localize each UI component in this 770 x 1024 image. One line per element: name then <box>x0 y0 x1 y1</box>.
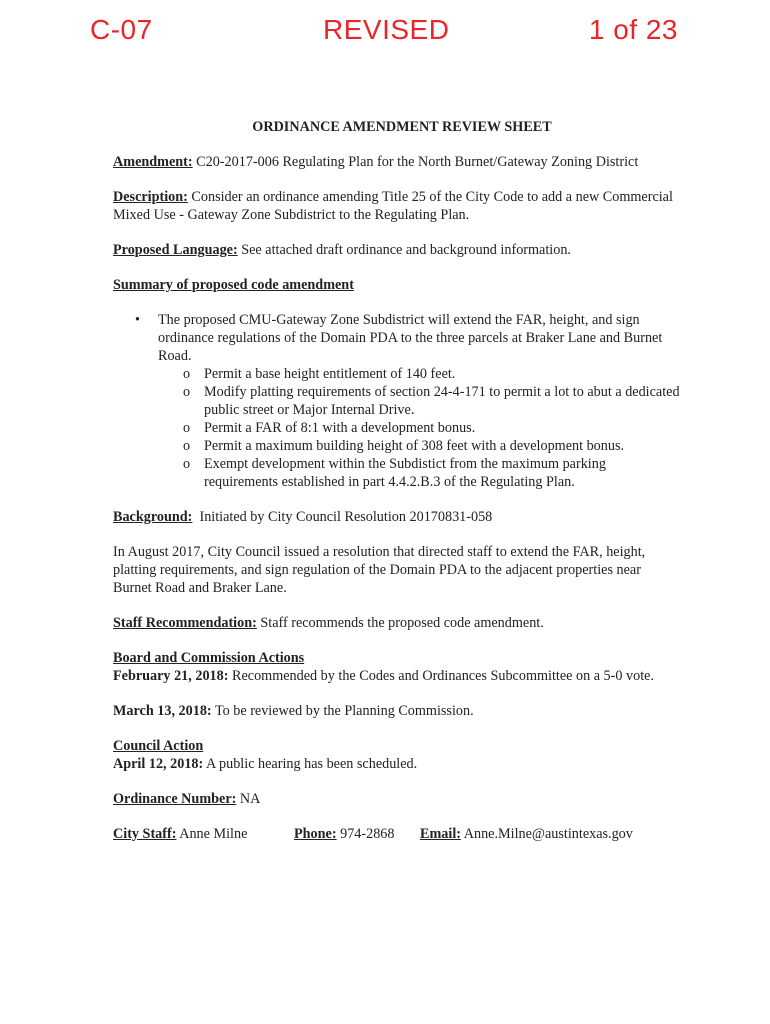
bullet-icon: • <box>135 312 140 328</box>
sub-item-text: Modify platting requirements of section 24-4-171 to permit a lot to abut a dedicated public street or Major Internal Drive. <box>204 384 680 418</box>
contact-line <box>113 825 683 843</box>
phone-value: 974-2868 <box>340 826 395 842</box>
sub-item-text: Permit a base height entitlement of 140 feet. <box>204 366 456 382</box>
amendment-label: Amendment: <box>113 154 193 170</box>
summary-bullet-text: The proposed CMU-Gateway Zone Subdistrict will extend the FAR, height, and sign ordinance regulations of the Domain PDA to the three parcels at Braker Lane and Burnet Road. <box>158 312 663 364</box>
council-action-text: A public hearing has been scheduled. <box>206 756 418 772</box>
council-action-section <box>113 737 683 773</box>
sub-item-text: Exempt development within the Subdistict from the maximum parking requirements established in part 4.4.2.B.3 of the Regulating Plan. <box>204 456 606 490</box>
sub-item-text: Permit a maximum building height of 308 feet with a development bonus. <box>204 438 625 454</box>
board-actions-heading: Board and Commission Actions <box>113 650 305 666</box>
list-item <box>158 419 683 437</box>
stamp-page-count: 1 of 23 <box>588 14 678 45</box>
circle-bullet-icon: o <box>183 438 191 454</box>
city-staff-label: City Staff: <box>113 826 177 842</box>
summary-sublist <box>158 365 683 491</box>
ordinance-number-section <box>113 790 683 808</box>
document-body <box>113 118 683 860</box>
email-value[interactable]: Anne.Milne@austintexas.gov <box>463 826 633 842</box>
stamp-case-number: C-07 <box>90 14 153 45</box>
circle-bullet-icon: o <box>183 384 191 400</box>
proposed-language-text: See attached draft ordinance and background information. <box>241 242 571 258</box>
staff-recommendation-label: Staff Recommendation: <box>113 615 257 631</box>
sub-item-text: Permit a FAR of 8:1 with a development bonus. <box>204 420 476 436</box>
background-text: Initiated by City Council Resolution 20170831-058 <box>199 509 493 525</box>
summary-list <box>113 311 683 491</box>
board-action-date: February 21, 2018: <box>113 668 229 684</box>
circle-bullet-icon: o <box>183 456 191 472</box>
circle-bullet-icon: o <box>183 366 191 382</box>
staff-recommendation-section <box>113 614 683 632</box>
amendment-text: C20-2017-006 Regulating Plan for the North Burnet/Gateway Zoning District <box>196 154 639 170</box>
board-actions-section <box>113 649 683 685</box>
proposed-language-label: Proposed Language: <box>113 242 238 258</box>
email-label: Email: <box>420 826 461 842</box>
board-action-text: To be reviewed by the Planning Commission. <box>214 703 474 719</box>
description-label: Description: <box>113 189 188 205</box>
council-action-heading: Council Action <box>113 738 204 754</box>
description-section <box>113 188 683 224</box>
description-text: Consider an ordinance amending Title 25 of the City Code to add a new Commercial Mixed Use - Gateway Zone Subdistrict to the Regulating Plan. <box>113 189 673 223</box>
summary-heading-text: Summary of proposed code amendment <box>113 277 354 293</box>
ordinance-number-value: NA <box>239 791 261 807</box>
list-item <box>158 437 683 455</box>
staff-recommendation-text: Staff recommends the proposed code amendment. <box>260 615 544 631</box>
summary-heading <box>113 276 683 294</box>
board-action-2 <box>113 702 683 720</box>
list-item <box>113 311 683 491</box>
city-staff-name: Anne Milne <box>179 826 248 842</box>
ordinance-number-label: Ordinance Number: <box>113 791 237 807</box>
board-action-date: March 13, 2018: <box>113 703 212 719</box>
circle-bullet-icon: o <box>183 420 191 436</box>
list-item <box>158 383 683 419</box>
list-item <box>158 365 683 383</box>
phone-label: Phone: <box>294 826 337 842</box>
background-section <box>113 508 683 526</box>
stamp-revised: REVISED <box>323 14 450 45</box>
board-action-text: Recommended by the Codes and Ordinances Subcommittee on a 5-0 vote. <box>232 668 654 684</box>
amendment-section <box>113 153 683 171</box>
list-item <box>158 455 683 491</box>
background-paragraph: In August 2017, City Council issued a resolution that directed staff to extend the FAR, height, platting requirements, and sign regulation of the Domain PDA to the adjacent properties near Burnet Road and Braker Lane. <box>113 544 646 596</box>
background-label: Background: <box>113 509 193 525</box>
proposed-language-section <box>113 241 683 259</box>
council-action-date: April 12, 2018: <box>113 756 204 772</box>
document-title: ORDINANCE AMENDMENT REVIEW SHEET <box>252 119 552 135</box>
